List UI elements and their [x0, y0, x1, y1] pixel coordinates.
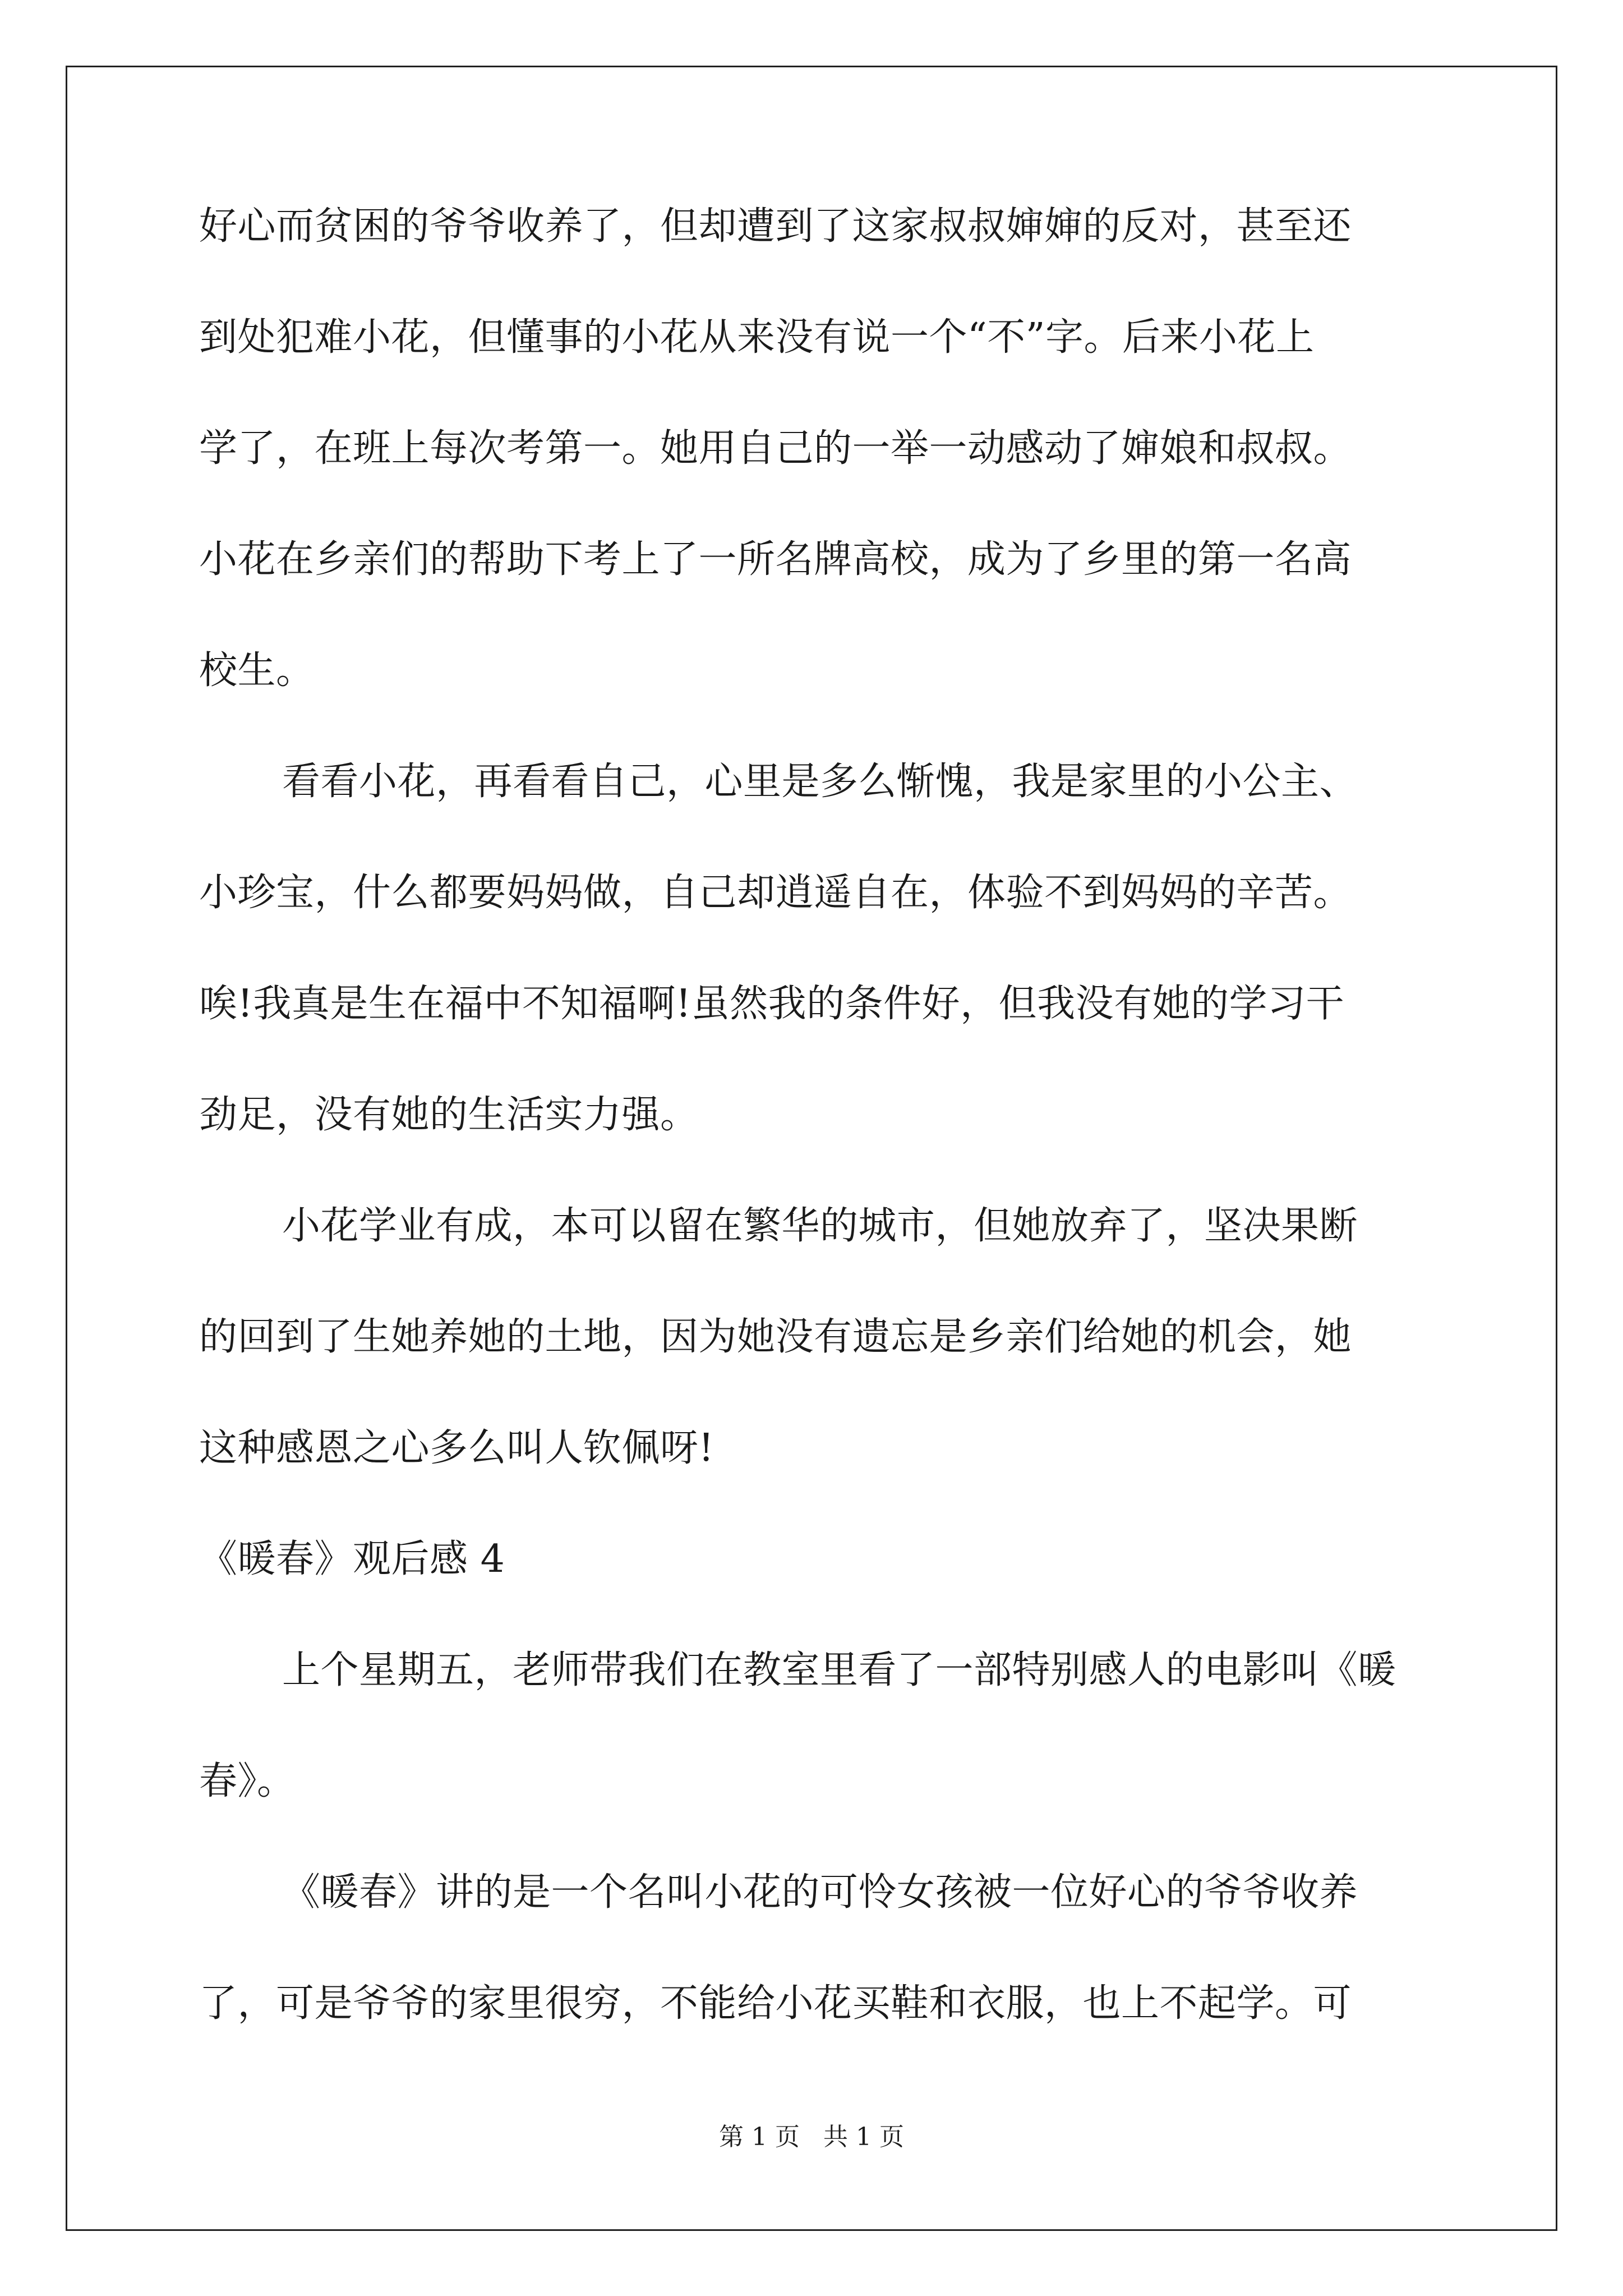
- section-heading: 《暖春》观后感 4: [199, 1537, 505, 1581]
- text-line: 劲足，没有她的生活实力强。: [199, 1093, 699, 1137]
- text-line: 小珍宝，什么都要妈妈做，自己却逍遥自在，体验不到妈妈的辛苦。: [199, 871, 1352, 915]
- text-line: 的回到了生她养她的土地，因为她没有遗忘是乡亲们给她的机会，她: [199, 1315, 1352, 1359]
- text-line: 到处犯难小花，但懂事的小花从来没有说一个“不”字。后来小花上: [199, 315, 1315, 360]
- page-footer: [0, 2125, 1623, 2150]
- text-line: 了，可是爷爷的家里很穷，不能给小花买鞋和衣服，也上不起学。可: [199, 1981, 1352, 2026]
- text-line: 这种感恩之心多么叫人钦佩呀!: [199, 1426, 714, 1470]
- text-line: 《暖春》讲的是一个名叫小花的可怜女孩被一位好心的爷爷收养: [282, 1870, 1358, 1915]
- page-number: 第 1 页: [719, 2123, 800, 2151]
- text-line: 好心而贫困的爷爷收养了，但却遭到了这家叔叔婶婶的反对，甚至还: [199, 204, 1352, 249]
- text-line: 校生。: [199, 648, 315, 693]
- page-total: 共 1 页: [823, 2123, 904, 2151]
- document-body: [199, 204, 1433, 2096]
- text-line: 看看小花，再看看自己，心里是多么惭愧，我是家里的小公主、: [282, 760, 1358, 804]
- text-line: 学了，在班上每次考第一。她用自己的一举一动感动了婶娘和叔叔。: [199, 426, 1352, 471]
- text-line: 春》。: [199, 1759, 296, 1803]
- text-line: 小花学业有成，本可以留在繁华的城市，但她放弃了，坚决果断: [282, 1204, 1358, 1248]
- text-line: 小花在乡亲们的帮助下考上了一所名牌高校，成为了乡里的第一名高: [199, 537, 1352, 582]
- text-line: 上个星期五，老师带我们在教室里看了一部特别感人的电影叫《暖: [282, 1648, 1396, 1692]
- text-line: 唉!我真是生在福中不知福啊!虽然我的条件好，但我没有她的学习干: [199, 982, 1345, 1026]
